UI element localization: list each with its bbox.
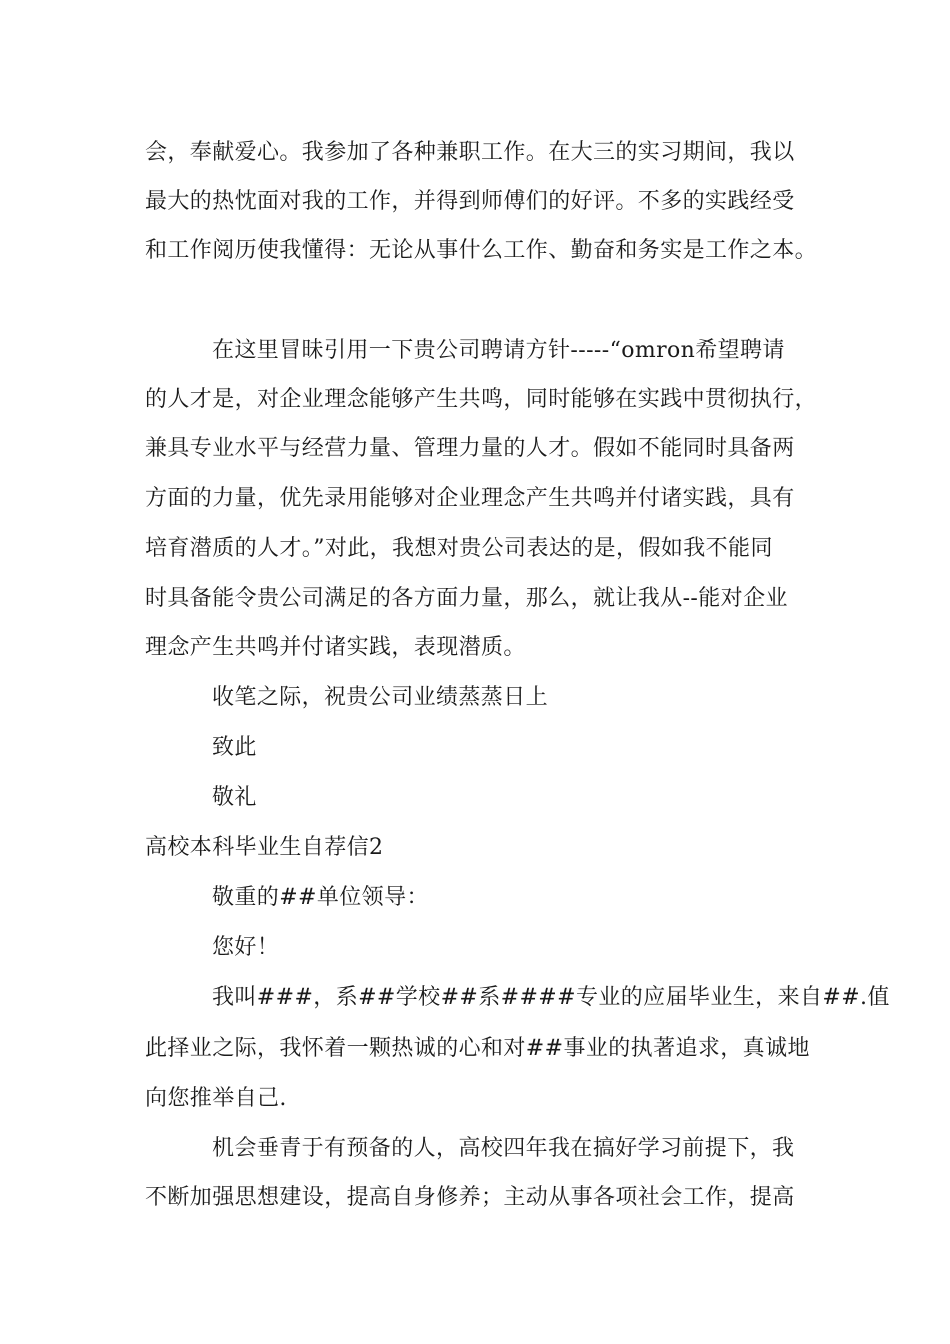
body-text-line: 培育潜质的人才。”对此，我想对贵公司表达的是，假如我不能同 <box>145 536 773 561</box>
body-text-line: 和工作阅历使我懂得：无论从事什么工作、勤奋和务实是工作之本。 <box>145 238 818 263</box>
greeting: 您好！ <box>212 935 280 960</box>
body-text-line: 向您推举自己. <box>145 1086 287 1111</box>
body-text-line: 时具备能令贵公司满足的各方面力量，那么，就让我从--能对企业 <box>145 586 788 611</box>
body-text-line: 不断加强思想建设，提高自身修养；主动从事各项社会工作，提高 <box>145 1185 795 1210</box>
closing-jingli: 敬礼 <box>212 785 257 810</box>
body-text-line: 的人才是，对企业理念能够产生共鸣，同时能够在实践中贯彻执行， <box>145 387 818 412</box>
body-text-line: 会，奉献爱心。我参加了各种兼职工作。在大三的实习期间，我以 <box>145 140 795 165</box>
closing-zhici: 致此 <box>212 735 257 760</box>
body-text-line: 在这里冒昧引用一下贵公司聘请方针-----“omron希望聘请 <box>212 338 785 363</box>
body-text-line: 最大的热忱面对我的工作，并得到师傅们的好评。不多的实践经受 <box>145 189 795 214</box>
body-text-line: 此择业之际，我怀着一颗热诚的心和对##事业的执著追求，真诚地 <box>145 1036 810 1061</box>
body-text-line: 兼具专业水平与经营力量、管理力量的人才。假如不能同时具备两 <box>145 436 795 461</box>
salutation: 敬重的##单位领导： <box>212 885 429 910</box>
closing-line: 收笔之际，祝贵公司业绩蒸蒸日上 <box>212 685 549 710</box>
section-title: 高校本科毕业生自荐信2 <box>145 835 384 860</box>
body-text-line: 机会垂青于有预备的人，高校四年我在搞好学习前提下，我 <box>212 1136 795 1161</box>
body-text-line: 方面的力量，优先录用能够对企业理念产生共鸣并付诸实践，具有 <box>145 486 795 511</box>
body-text-line: 理念产生共鸣并付诸实践，表现潜质。 <box>145 635 526 660</box>
body-text-line: 我叫###，系##学校##系####专业的应届毕业生，来自##.值 <box>212 985 890 1010</box>
